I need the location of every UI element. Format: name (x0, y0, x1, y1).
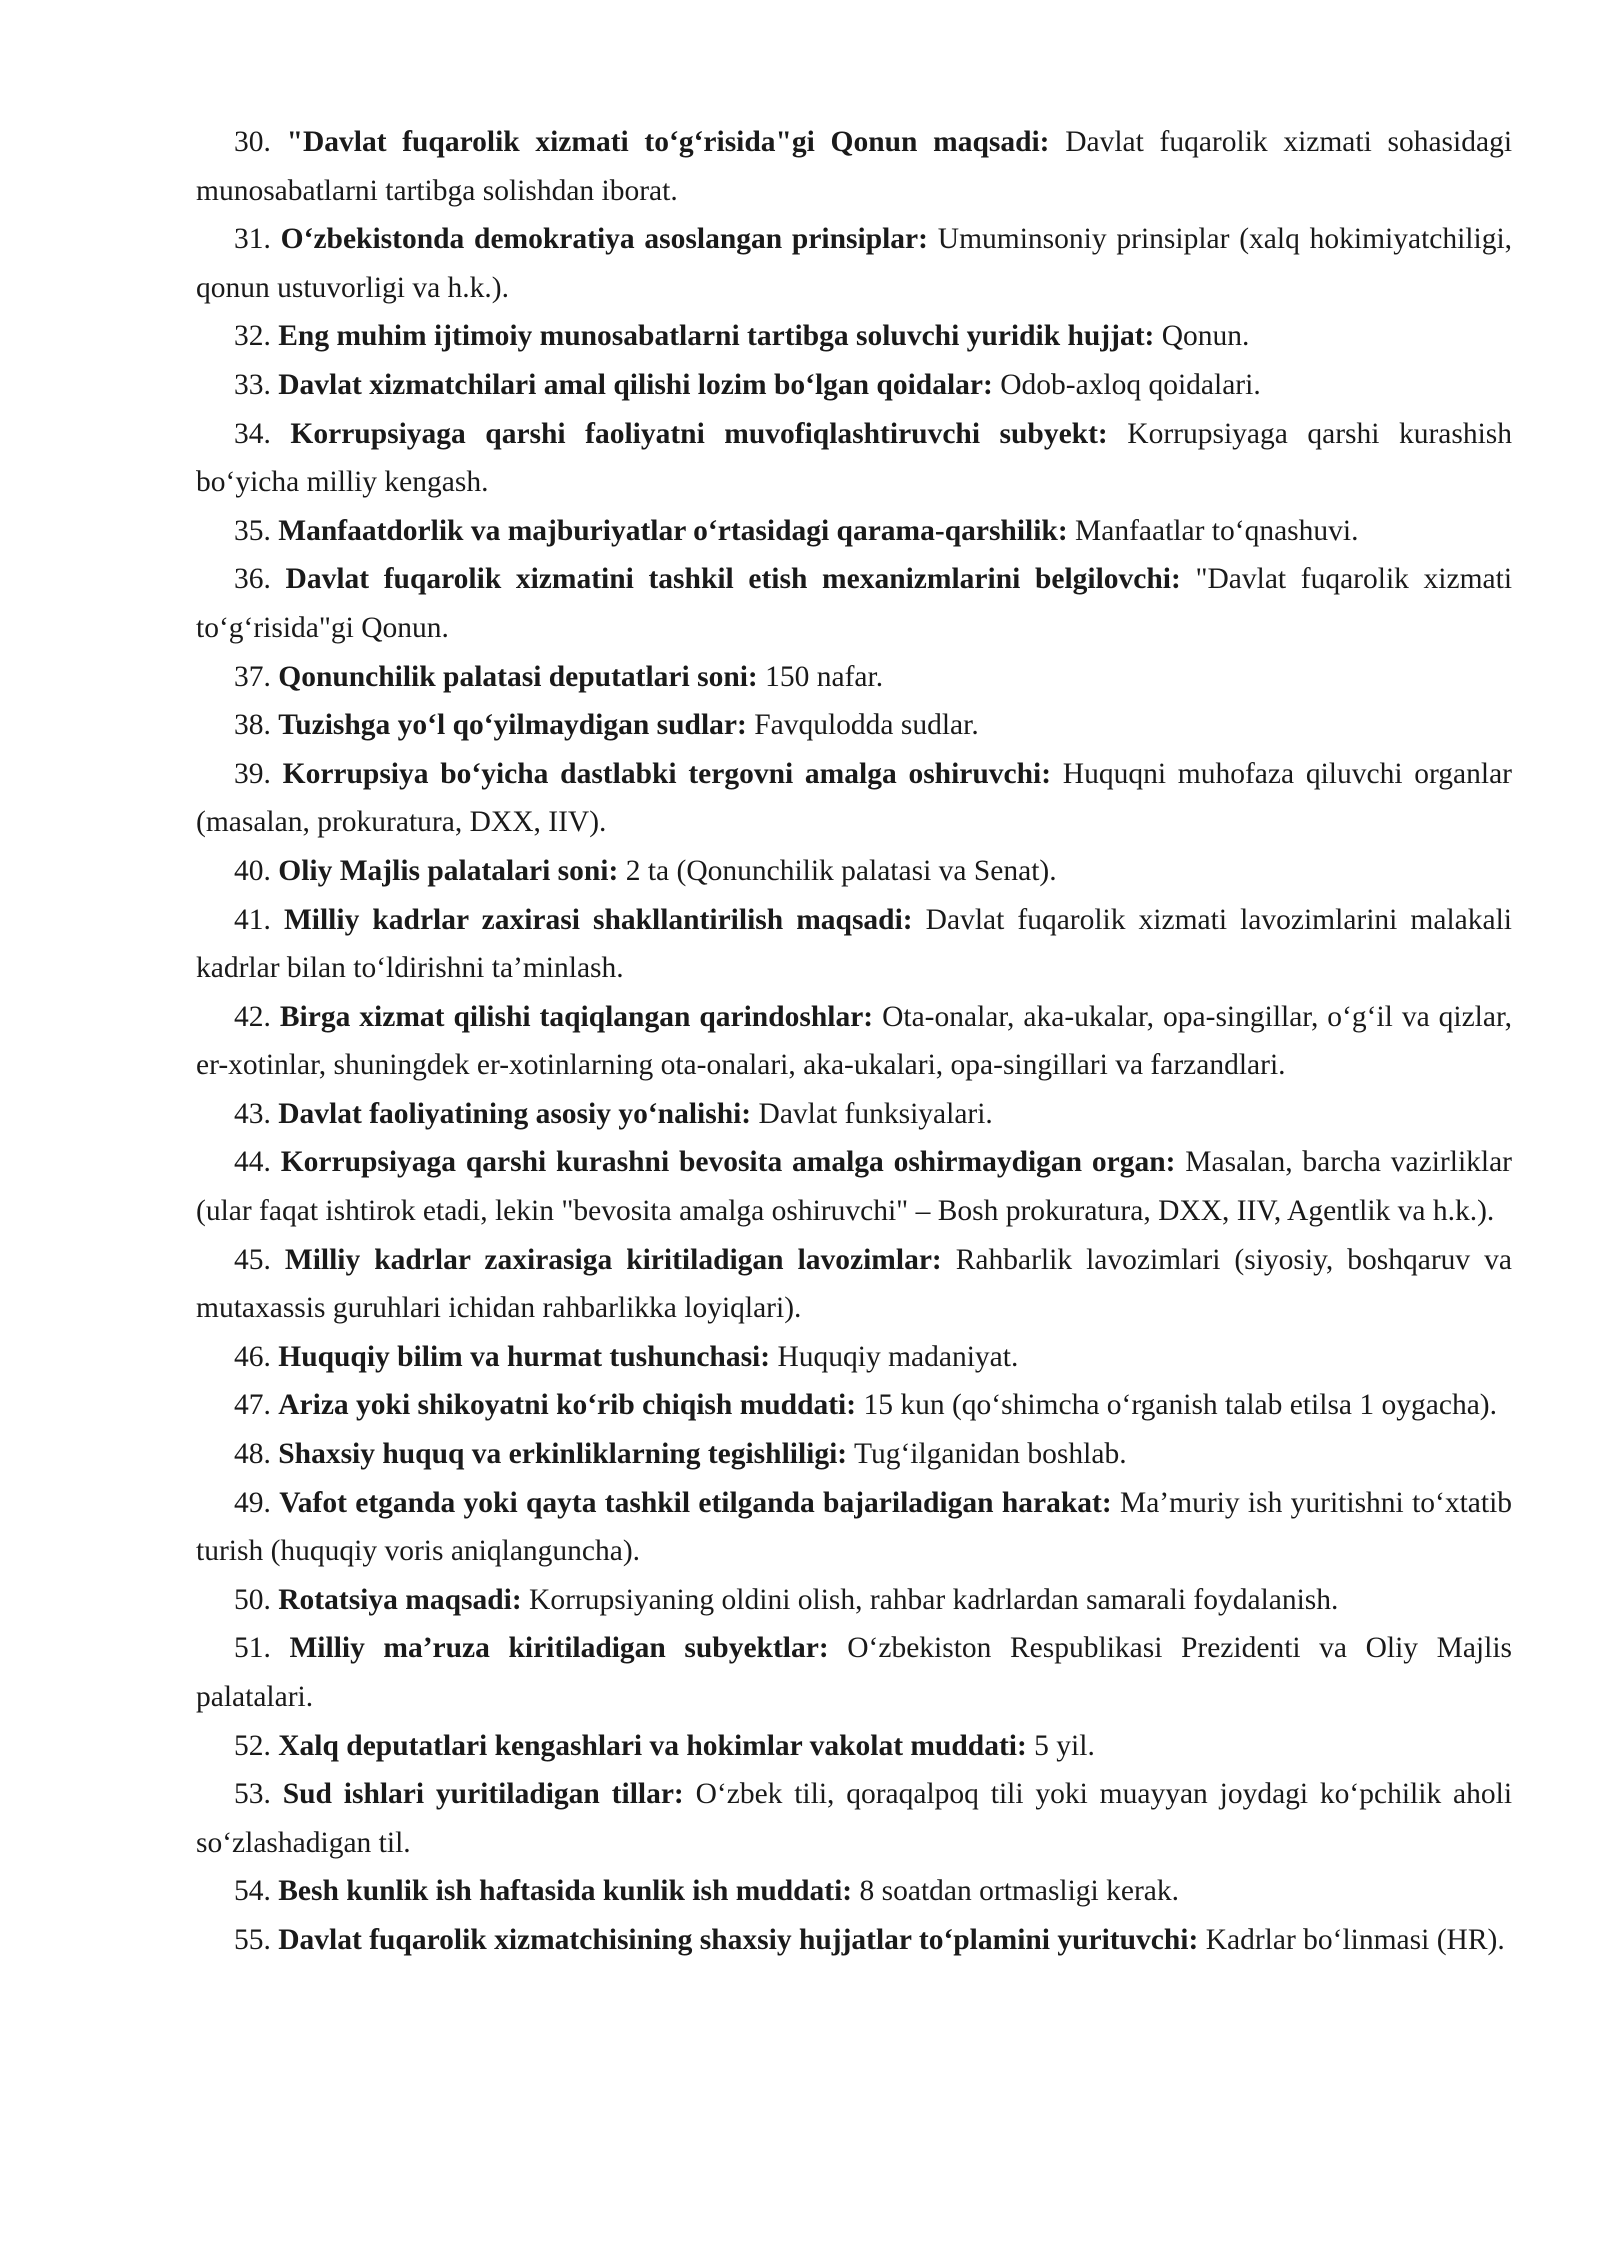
item-definition: 8 soatdan ortmasligi kerak. (859, 1875, 1180, 1908)
list-item (196, 1479, 1512, 1576)
item-number: 42. (234, 1000, 271, 1033)
item-definition: Korrupsiyaga qarshi kurashish bo‘yicha milliy kengash. (196, 417, 1513, 499)
list-item (196, 1916, 1512, 1965)
list-item (196, 118, 1512, 215)
list-item (196, 410, 1512, 507)
list-item (196, 1333, 1512, 1382)
item-term: Qonunchilik palatasi deputatlari soni: (278, 660, 758, 693)
item-definition: Rahbarlik lavozimlari (siyosiy, boshqaruv va mutaxassis guruhlari ichidan rahbarlikka loyiqlari). (196, 1243, 1513, 1325)
item-number: 43. (234, 1097, 271, 1130)
item-definition: Davlat funksiyalari. (758, 1097, 993, 1130)
item-number: 32. (234, 320, 271, 353)
item-term: Oliy Majlis palatalari soni: (278, 854, 619, 887)
item-number: 38. (234, 709, 271, 742)
item-term: "Davlat fuqarolik xizmati to‘g‘risida"gi Qonun maqsadi: (286, 126, 1050, 158)
item-term: Rotatsiya maqsadi: (278, 1583, 522, 1616)
item-definition: Davlat fuqarolik xizmati sohasidagi munosabatlarni tartibga solishdan iborat. (196, 126, 1513, 207)
item-term: Huquqiy bilim va hurmat tushunchasi: (278, 1340, 771, 1373)
list-item (196, 361, 1512, 410)
list-item (196, 1430, 1512, 1479)
item-term: Davlat fuqarolik xizmatchisining shaxsiy hujjatlar to‘plamini yurituvchi: (278, 1923, 1199, 1956)
item-definition: Huquqni muhofaza qiluvchi organlar (masalan, prokuratura, DXX, IIV). (196, 757, 1513, 839)
list-item (196, 993, 1512, 1090)
item-term: Korrupsiyaga qarshi kurashni bevosita amalga oshirmaydigan organ: (280, 1146, 1176, 1179)
item-term: Besh kunlik ish haftasida kunlik ish muddati: (278, 1875, 853, 1908)
item-term: Manfaatdorlik va majburiyatlar o‘rtasidagi qarama-qarshilik: (278, 514, 1068, 547)
item-term: Davlat faoliyatining asosiy yo‘nalishi: (278, 1097, 752, 1130)
item-term: Milliy kadrlar zaxirasiga kiritiladigan lavozimlar: (284, 1243, 942, 1276)
item-definition: O‘zbekiston Respublikasi Prezidenti va Oliy Majlis palatalari. (196, 1632, 1512, 1713)
item-definition: Masalan, barcha vazirliklar (ular faqat ishtirok etadi, lekin "bevosita amalga oshiruvchi" – Bosh prokuratura, DXX, IIV, Agentlik va h.k.). (196, 1146, 1512, 1228)
list-item (196, 896, 1512, 993)
item-number: 51. (234, 1632, 271, 1665)
item-definition: 15 kun (qo‘shimcha o‘rganish talab etilsa 1 oygacha). (863, 1389, 1497, 1422)
item-number: 34. (234, 417, 271, 450)
list-item (196, 847, 1512, 896)
item-term: Davlat fuqarolik xizmatini tashkil etish mexanizmlarini belgilovchi: (285, 563, 1181, 596)
item-number: 50. (234, 1583, 271, 1616)
item-term: O‘zbekistonda demokratiya asoslangan prinsiplar: (280, 223, 928, 256)
list-item (196, 1138, 1512, 1235)
item-number: 49. (234, 1486, 271, 1519)
item-definition: Korrupsiyaning oldini olish, rahbar kadrlardan samarali foydalanish. (529, 1583, 1339, 1616)
item-number: 41. (234, 903, 271, 936)
item-number: 30. (234, 126, 271, 158)
list-item (196, 312, 1512, 361)
item-definition: 2 ta (Qonunchilik palatasi va Senat). (625, 854, 1057, 887)
item-number: 45. (234, 1243, 271, 1276)
list-item (196, 653, 1512, 702)
item-term: Milliy ma’ruza kiritiladigan subyektlar: (289, 1632, 829, 1665)
list-item (196, 701, 1512, 750)
item-definition: Ma’muriy ish yuritishni to‘xtatib turish (huquqiy voris aniqlanguncha). (196, 1486, 1513, 1568)
item-term: Xalq deputatlari kengashlari va hokimlar vakolat muddati: (278, 1729, 1027, 1762)
item-term: Ariza yoki shikoyatni ko‘rib chiqish muddati: (278, 1389, 857, 1422)
list-item (196, 750, 1512, 847)
item-term: Birga xizmat qilishi taqiqlangan qarindoshlar: (279, 1000, 874, 1033)
item-number: 35. (234, 514, 271, 547)
item-number: 39. (234, 757, 271, 790)
item-definition: Huquqiy madaniyat. (777, 1340, 1019, 1373)
item-term: Davlat xizmatchilari amal qilishi lozim bo‘lgan qoidalar: (278, 368, 993, 401)
list-item (196, 1867, 1512, 1916)
item-term: Milliy kadrlar zaxirasi shakllantirilish maqsadi: (283, 903, 913, 936)
item-term: Tuzishga yo‘l qo‘yilmaydigan sudlar: (278, 709, 747, 742)
item-term: Sud ishlari yuritiladigan tillar: (282, 1778, 684, 1811)
list-item (196, 1090, 1512, 1139)
item-term: Vafot etganda yoki qayta tashkil etilganda bajariladigan harakat: (279, 1486, 1112, 1519)
item-definition: Odob-axloq qoidalari. (1000, 368, 1261, 401)
item-number: 48. (234, 1438, 271, 1471)
item-definition: "Davlat fuqarolik xizmati to‘g‘risida"gi Qonun. (196, 563, 1513, 644)
item-definition: Davlat fuqarolik xizmati lavozimlarini malakali kadrlar bilan to‘ldirishni ta’minlash. (196, 903, 1512, 985)
document-page (196, 118, 1512, 1965)
item-definition: Manfaatlar to‘qnashuvi. (1075, 514, 1359, 547)
list-item (196, 1770, 1512, 1867)
list-item (196, 1722, 1512, 1771)
list-item (196, 555, 1512, 652)
item-definition: Favqulodda sudlar. (754, 709, 979, 742)
item-definition: Umuminsoniy prinsiplar (xalq hokimiyatchiligi, qonun ustuvorligi va h.k.). (196, 223, 1513, 304)
item-definition: 150 nafar. (765, 660, 884, 693)
item-number: 40. (234, 854, 271, 887)
item-definition: Tug‘ilganidan boshlab. (853, 1438, 1127, 1471)
item-number: 46. (234, 1340, 271, 1373)
item-term: Korrupsiya bo‘yicha dastlabki tergovni amalga oshiruvchi: (282, 757, 1052, 790)
item-number: 47. (234, 1389, 271, 1422)
item-definition: Qonun. (1161, 320, 1250, 353)
list-item (196, 215, 1512, 312)
list-item (196, 1624, 1512, 1721)
item-definition: Ota-onalar, aka-ukalar, opa-singillar, o‘g‘il va qizlar, er-xotinlar, shuningdek er-xotinlarning ota-onalari, aka-ukalari, opa-singillari va farzandlari. (196, 1000, 1512, 1082)
item-term: Shaxsiy huquq va erkinliklarning tegishliligi: (278, 1438, 848, 1471)
item-number: 52. (234, 1729, 271, 1762)
item-definition: O‘zbek tili, qoraqalpoq tili yoki muayyan joydagi ko‘pchilik aholi so‘zlashadigan til. (196, 1778, 1513, 1859)
item-definition: 5 yil. (1034, 1729, 1095, 1762)
item-number: 31. (234, 223, 271, 256)
item-term: Eng muhim ijtimoiy munosabatlarni tartibga soluvchi yuridik hujjat: (278, 320, 1155, 353)
list-item (196, 1576, 1512, 1625)
item-number: 36. (234, 563, 271, 596)
list-item (196, 507, 1512, 556)
item-number: 53. (234, 1778, 271, 1811)
item-number: 37. (234, 660, 271, 693)
item-definition: Kadrlar bo‘linmasi (HR). (1205, 1923, 1505, 1956)
list-item (196, 1236, 1512, 1333)
item-number: 33. (234, 368, 271, 401)
list-item (196, 1381, 1512, 1430)
item-term: Korrupsiyaga qarshi faoliyatni muvofiqlashtiruvchi subyekt: (290, 417, 1108, 450)
item-number: 55. (234, 1923, 271, 1956)
item-number: 44. (234, 1146, 271, 1179)
item-number: 54. (234, 1875, 271, 1908)
